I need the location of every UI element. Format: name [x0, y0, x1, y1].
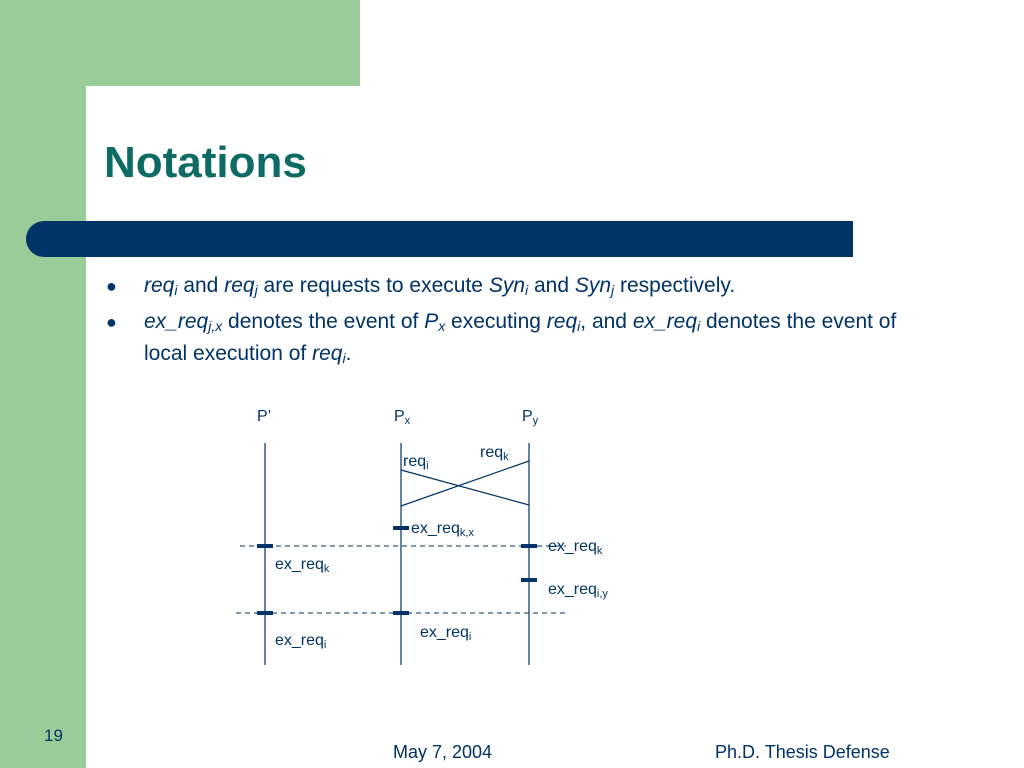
text: respectively.	[614, 274, 736, 297]
text: are requests to execute	[257, 274, 489, 297]
term-ex-req: ex_req	[632, 310, 698, 333]
label-sub: i	[426, 460, 429, 472]
event-tick-py-k	[521, 544, 537, 548]
label-text: req	[480, 444, 504, 461]
footer-date: May 7, 2004	[393, 742, 493, 762]
subscript: j,x	[208, 318, 223, 334]
term-syn: Syn	[488, 274, 526, 297]
subscript: x	[438, 318, 446, 334]
event-label-pprime-i	[275, 632, 326, 650]
label-sub: k	[596, 545, 603, 557]
label-sub: i	[468, 631, 472, 643]
event-label-py-iy	[548, 581, 608, 599]
subscript: i	[697, 318, 701, 334]
text: , and	[580, 310, 633, 333]
slide-title: Notations	[104, 138, 307, 187]
label-sub: x	[404, 415, 411, 427]
term-req: req	[224, 274, 255, 297]
subscript: i	[525, 282, 529, 298]
label-text: req	[403, 453, 427, 470]
bullet-dot-icon: ●	[106, 312, 117, 332]
subscript: j	[254, 282, 258, 298]
text: .	[345, 342, 352, 365]
text: and	[177, 274, 225, 297]
event-tick-px-i	[393, 611, 409, 615]
label-text: ex_req	[548, 581, 597, 598]
subscript: i	[577, 318, 581, 334]
event-label-px-kx	[411, 520, 474, 538]
term-req: req	[546, 310, 578, 333]
process-label-py	[522, 408, 538, 426]
subscript: i	[174, 282, 178, 298]
label-sub: i,y	[596, 588, 608, 600]
process-label-p-prime	[257, 408, 271, 426]
event-tick-pprime-i	[257, 611, 273, 615]
label-sub: k,x	[459, 527, 474, 539]
label-text: P	[522, 408, 533, 425]
label-text: ex_req	[275, 556, 324, 573]
event-label-px-i	[420, 624, 471, 642]
text: denotes the event of	[222, 310, 425, 333]
event-tick-pprime-k	[257, 544, 273, 548]
term-syn: Syn	[574, 274, 612, 297]
event-tick-px-kx	[393, 526, 409, 530]
message-label-req-i	[403, 453, 429, 471]
label-text: ex_req	[420, 624, 469, 641]
text: denotes the event of local execution of	[144, 310, 897, 365]
process-label-px	[394, 408, 410, 426]
term-p: P	[424, 310, 439, 333]
event-tick-py-iy	[521, 578, 537, 582]
label-text: ex_req	[411, 520, 460, 537]
bullet-dot-icon: ●	[106, 276, 117, 296]
text: executing	[445, 310, 547, 333]
page-number: 19	[44, 726, 63, 745]
message-label-req-k	[480, 444, 509, 462]
label-text: P	[394, 408, 405, 425]
label-sub: k	[503, 451, 509, 463]
text: and	[528, 274, 575, 297]
subscript: j	[611, 282, 615, 298]
label-sub: i	[323, 639, 327, 651]
event-label-pprime-k	[275, 556, 329, 574]
label-text: P’	[257, 408, 272, 425]
footer-title: Ph.D. Thesis Defense	[715, 742, 890, 762]
term-req: req	[312, 342, 343, 365]
term-req: req	[144, 274, 175, 297]
label-sub: k	[323, 563, 330, 575]
label-text: ex_req	[275, 632, 324, 649]
label-sub: y	[532, 415, 539, 427]
event-label-py-k	[548, 538, 602, 556]
label-text: ex_req	[548, 538, 597, 555]
term-ex-req: ex_req	[144, 310, 209, 333]
subscript: i	[342, 350, 346, 366]
